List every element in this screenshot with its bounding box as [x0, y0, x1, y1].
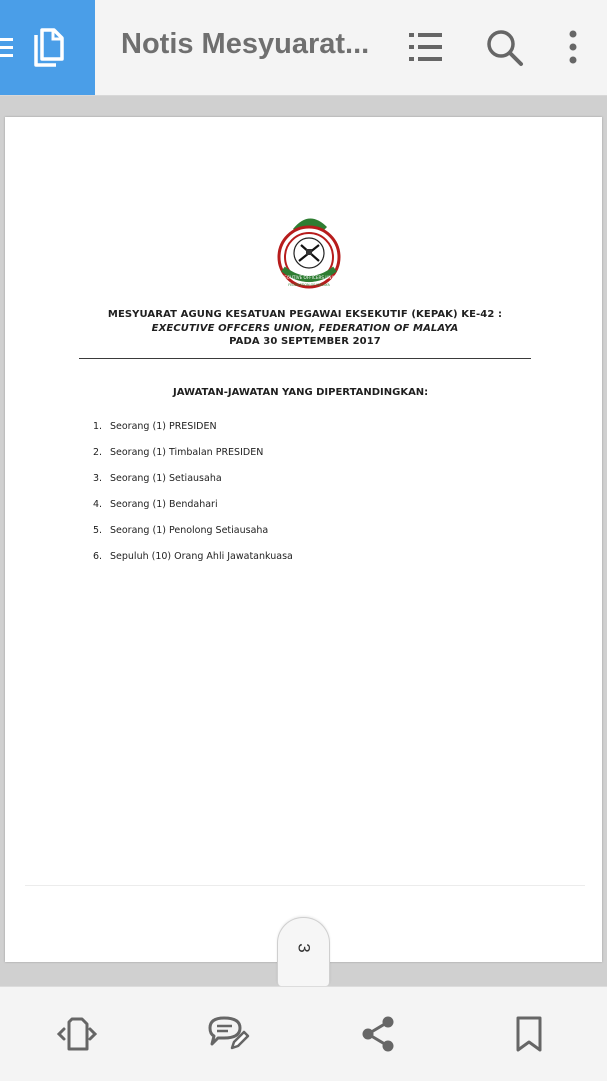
- section-heading: JAWATAN-JAWATAN YANG DIPERTANDINGKAN:: [173, 387, 429, 398]
- meeting-date: PADA 30 SEPTEMBER 2017: [229, 336, 381, 347]
- list-item: 1. Seorang (1) PRESIDEN: [93, 421, 217, 432]
- page-view-icon[interactable]: [56, 1015, 98, 1053]
- share-icon[interactable]: [360, 1015, 396, 1053]
- union-logo: [271, 213, 347, 291]
- pdf-page: [5, 117, 602, 962]
- page-number: 3: [294, 943, 314, 953]
- list-item: 2. Seorang (1) Timbalan PRESIDEN: [93, 447, 264, 458]
- meeting-title: MESYUARAT AGUNG KESATUAN PEGAWAI EKSEKUTIF (KEPAK) KE-42 :: [107, 309, 503, 320]
- document-title: Notis Mesyuarat...: [121, 28, 370, 60]
- bookmark-icon[interactable]: [514, 1015, 544, 1053]
- search-icon[interactable]: [486, 29, 524, 67]
- more-vert-icon[interactable]: [566, 30, 580, 64]
- positions-list: [93, 421, 293, 577]
- list-item: 3. Seorang (1) Setiausaha: [93, 473, 222, 484]
- comment-icon[interactable]: [206, 1014, 250, 1052]
- union-name: EXECUTIVE OFFCERS UNION, FEDERATION OF MALAYA: [151, 323, 459, 334]
- list-item: 4. Seorang (1) Bendahari: [93, 499, 218, 510]
- logo-text-inner: FEDERATION OF MALAYA: [288, 283, 330, 287]
- page-number-tab[interactable]: [277, 917, 330, 986]
- menu-icon[interactable]: [0, 36, 14, 60]
- list-item: 5. Seorang (1) Penolong Setiausaha: [93, 525, 269, 536]
- bottom-toolbar: [0, 986, 607, 1081]
- top-toolbar: [0, 0, 607, 96]
- document-icon[interactable]: [30, 27, 66, 69]
- header-divider: [79, 358, 531, 359]
- scan-artifact-line: [25, 885, 585, 886]
- document-viewer[interactable]: [0, 96, 607, 986]
- outline-list-icon[interactable]: [408, 31, 444, 63]
- logo-text-outer: EXECUTIVE OFFICERS UNION: [278, 275, 340, 280]
- documents-tab[interactable]: [0, 0, 95, 95]
- list-item: 6. Sepuluh (10) Orang Ahli Jawatankuasa: [93, 551, 293, 562]
